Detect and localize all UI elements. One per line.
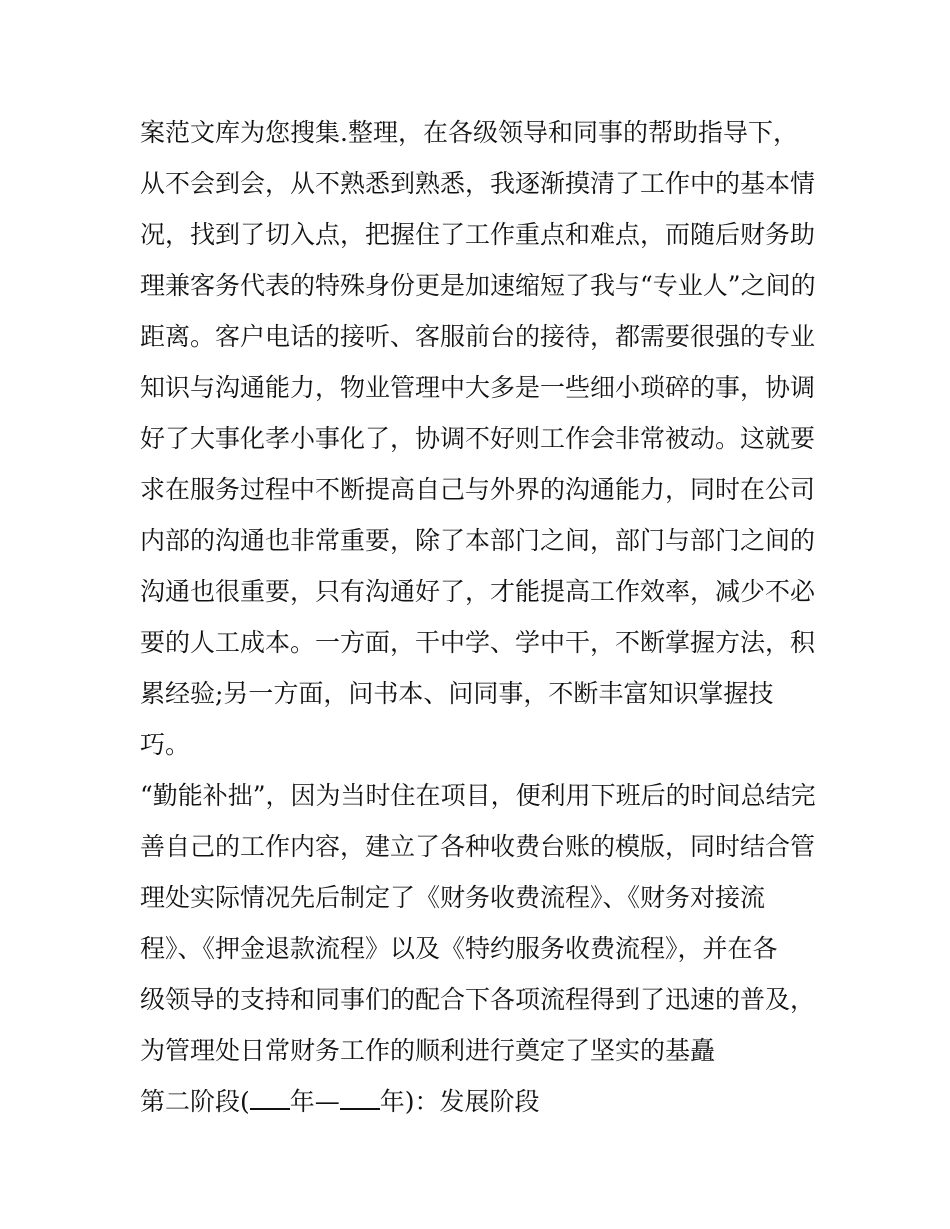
paragraph-line: 级领导的支持和同事们的配合下各项流程得到了迅速的普及， (140, 985, 816, 1014)
paragraph-line: 善自己的工作内容，建立了各种收费台账的模版，同时结合管 (140, 832, 816, 861)
paragraph-line: 从不会到会，从不熟悉到熟悉，我逐渐摸清了工作中的基本情 (140, 169, 816, 198)
paragraph-line: 为管理处日常财务工作的顺利进行奠定了坚实的基矗 (140, 1036, 716, 1065)
paragraph-line: 案范文库为您搜集.整理，在各级领导和同事的帮助指导下， (140, 118, 798, 147)
stage-heading (140, 1076, 820, 1127)
paragraph-line: 况，找到了切入点，把握住了工作重点和难点，而随后财务助 (140, 220, 816, 249)
paragraph-line: 累经验;另一方面，问书本、问同事，不断丰富知识掌握技 (140, 679, 774, 708)
stage-year2: 年)：发展阶段 (379, 1087, 540, 1116)
paragraph-line: “勤能补拙”，因为当时住在项目，便利用下班后的时间总结完 (140, 781, 816, 810)
paragraph-line: 距离。客户电话的接听、客服前台的接待，都需要很强的专业 (140, 322, 816, 351)
stage-prefix: 第二阶段( (140, 1087, 250, 1116)
paragraph-line: 程》、《押金退款流程》以及《特约服务收费流程》，并在各 (140, 934, 778, 963)
year-blank (340, 1088, 380, 1110)
stage-year1: 年 (289, 1087, 315, 1116)
paragraph-line: 沟通也很重要，只有沟通好了，才能提高工作效率，减少不必 (140, 577, 816, 606)
paragraph-line: 知识与沟通能力，物业管理中大多是一些细小琐碎的事，协调 (140, 373, 816, 402)
paragraph-line: 好了大事化孝小事化了，协调不好则工作会非常被动。这就要 (140, 424, 816, 453)
paragraph-line: 求在服务过程中不断提高自己与外界的沟通能力，同时在公司 (140, 475, 816, 504)
paragraph-line: 巧。 (140, 730, 191, 759)
paragraph-line: 理兼客务代表的特殊身份更是加速缩短了我与“专业人”之间的 (140, 271, 816, 300)
year-blank (250, 1088, 290, 1110)
document-body (140, 107, 820, 1127)
paragraph-line: 理处实际情况先后制定了《财务收费流程》、《财务对接流 (140, 883, 766, 912)
paragraph-line: 内部的沟通也非常重要，除了本部门之间，部门与部门之间的 (140, 526, 816, 555)
stage-dash: — (314, 1087, 340, 1116)
paragraph-line: 要的人工成本。一方面，干中学、学中干，不断掌握方法，积 (140, 628, 816, 657)
